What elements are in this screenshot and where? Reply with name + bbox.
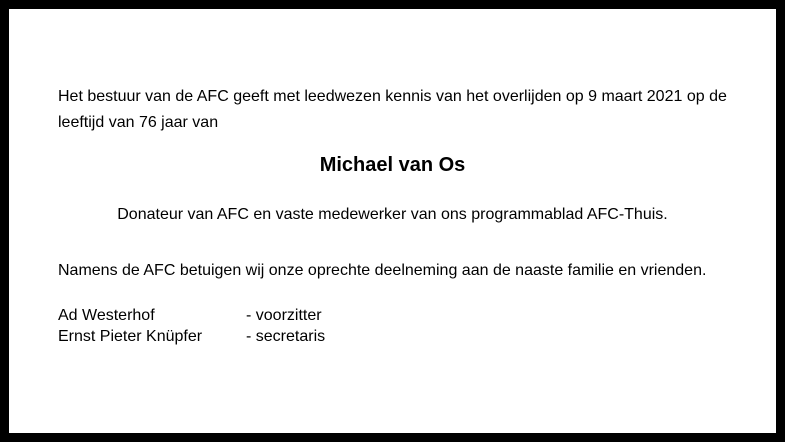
role-description: Donateur van AFC en vaste medewerker van ons programmablad AFC-Thuis. — [117, 206, 668, 223]
signatories — [58, 305, 325, 347]
signatory-title: - voorzitter — [246, 307, 322, 324]
condolence-text: Namens de AFC betuigen wij onze oprechte deelneming aan de naaste familie en vrienden. — [58, 262, 707, 279]
signatory-name: Ad Westerhof — [58, 307, 155, 324]
intro-text: Het bestuur van de AFC geeft met leedwezen kennis van het overlijden op 9 maart 2021 op de leeftijd van 76 jaar van — [58, 88, 727, 131]
obituary-notice — [9, 9, 776, 433]
signatory-title: - secretaris — [246, 328, 326, 345]
signatory-name: Ernst Pieter Knüpfer — [58, 328, 203, 345]
signatory-row — [58, 305, 325, 326]
deceased-name: Michael van Os — [319, 154, 466, 176]
signatory-row — [58, 326, 325, 347]
